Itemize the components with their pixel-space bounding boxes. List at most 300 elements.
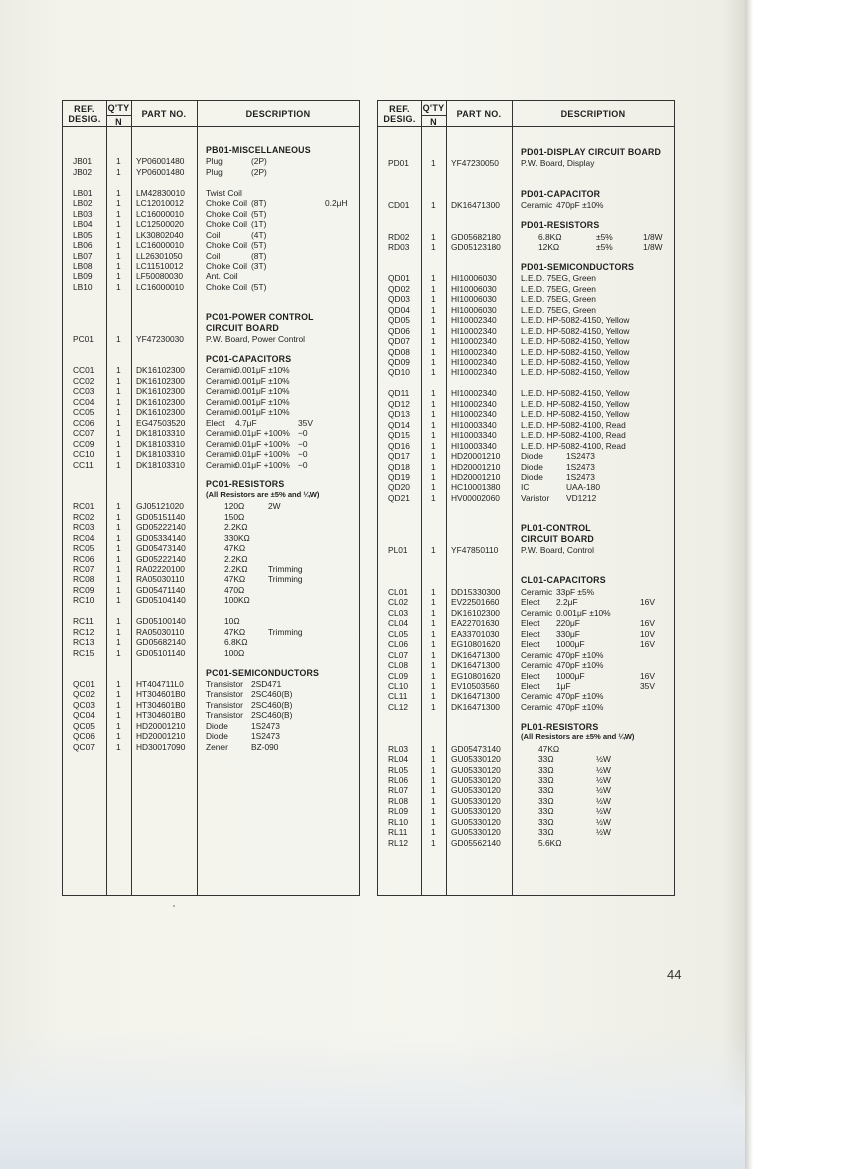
ref-desig-cell: QD06	[388, 325, 410, 336]
ref-desig-cell: QD18	[388, 461, 410, 472]
part-no-cell: LC12010012	[136, 198, 184, 209]
part-no-cell: YF47230050	[451, 158, 499, 169]
part-no-cell: DK16471300	[451, 200, 500, 211]
table-row	[63, 271, 359, 282]
description-cell-part: 100Ω	[224, 647, 245, 658]
ref-desig-cell: QD14	[388, 419, 410, 430]
table-row	[63, 522, 359, 533]
description-cell-part: 47KΩ	[224, 543, 246, 554]
description-cell-part: BZ-090	[251, 741, 279, 752]
table-row	[378, 702, 674, 713]
section-heading: PC01-RESISTORS	[206, 479, 285, 490]
table-row	[63, 700, 359, 711]
qty-cell: 1	[431, 325, 436, 336]
part-no-cell: GU05330120	[451, 764, 501, 775]
description-cell-part: 33Ω	[538, 827, 554, 838]
ref-desig-cell: RC09	[73, 584, 95, 595]
part-no-cell: GD05473140	[451, 743, 501, 754]
description-cell-part: 470pF ±10%	[556, 200, 604, 211]
description-cell-part: 0.001μF ±10%	[235, 365, 290, 376]
qty-cell: 1	[116, 637, 121, 648]
part-no-cell: DK16102300	[136, 365, 185, 376]
table-row	[63, 574, 359, 585]
qty-cell: 1	[431, 628, 436, 639]
description-cell-part: 5.6KΩ	[538, 837, 562, 848]
description-cell-part: 33Ω	[538, 795, 554, 806]
description-cell-part: 1μF	[556, 680, 571, 691]
table-row	[378, 451, 674, 462]
table-row	[63, 251, 359, 262]
qty-cell: 1	[116, 219, 121, 230]
section-heading: PD01-RESISTORS	[521, 220, 600, 231]
table-row	[63, 397, 359, 408]
description-cell-part: UAA-180	[566, 482, 600, 493]
description-cell-part: Ceramic	[206, 459, 238, 470]
part-no-cell: EV22501660	[451, 597, 500, 608]
description-cell-part: −0	[298, 449, 308, 460]
part-no-cell: HI10002340	[451, 315, 497, 326]
description-cell-part: L.E.D. HP-5082-4150, Yellow	[521, 325, 630, 336]
ref-desig-cell: QD19	[388, 471, 410, 482]
ref-desig-cell: QD15	[388, 430, 410, 441]
ref-desig-cell: CL02	[388, 597, 409, 608]
description-cell-part: Ceramic	[206, 449, 238, 460]
part-no-cell: DK18103310	[136, 428, 185, 439]
ref-desig-cell: CL11	[388, 691, 408, 702]
description-cell-part: Transistor	[206, 678, 243, 689]
description-header: DESCRIPTION	[245, 109, 311, 119]
description-cell-part: Diode	[521, 461, 543, 472]
part-no-cell: HT304601B0	[136, 689, 186, 700]
part-no-cell: HI10006030	[451, 283, 497, 294]
ref-desig-cell: RL07	[388, 785, 409, 796]
ref-desig-cell: QD04	[388, 304, 410, 315]
description-cell-part: L.E.D. HP-5082-4150, Yellow	[521, 315, 630, 326]
table-row	[63, 689, 359, 700]
ref-desig-cell: CL05	[388, 628, 409, 639]
table-row	[63, 198, 359, 209]
qty-cell: 1	[116, 584, 121, 595]
description-cell-part: 47KΩ	[538, 743, 560, 754]
part-no-cell: EA22701630	[451, 618, 500, 629]
part-no-cell: GU05330120	[451, 795, 501, 806]
part-no-cell: HI10006030	[451, 273, 497, 284]
part-no-cell: HD20001210	[136, 731, 186, 742]
ref-desig-cell: QC07	[73, 741, 95, 752]
qty-cell: 1	[431, 409, 436, 420]
ref-desig-cell: CL09	[388, 670, 409, 681]
ref-desig-cell: PD01	[388, 158, 409, 169]
description-cell-part: 0.01μF +100%	[235, 459, 290, 470]
description-cell-part: L.E.D. HP-5082-4150, Yellow	[521, 398, 630, 409]
part-no-cell: HT404711L0	[136, 678, 184, 689]
part-no-cell: GD05151140	[136, 511, 186, 522]
ref-desig-cell: QD08	[388, 346, 410, 357]
description-cell-part: 120Ω	[224, 501, 245, 512]
ref-desig-cell: CC07	[73, 428, 95, 439]
description-cell-part: 1S2473	[251, 720, 280, 731]
section-heading: PC01-CAPACITORS	[206, 354, 292, 364]
qty-cell: 1	[431, 419, 436, 430]
qty-cell: 1	[431, 701, 436, 712]
table-row	[378, 284, 674, 295]
ref-desig-cell: QD01	[388, 273, 410, 284]
ref-desig-cell: PC01	[73, 334, 94, 345]
ref-desig-cell: CD01	[388, 200, 410, 211]
description-cell-part: 1/8W	[643, 242, 663, 253]
part-no-cell: DK16471300	[451, 660, 500, 671]
table-row	[378, 420, 674, 431]
qty-cell: 1	[116, 449, 121, 460]
qty-cell: 1	[116, 229, 121, 240]
description-cell-part: 0.2μH	[325, 198, 348, 209]
table-row	[378, 326, 674, 337]
part-no-cell: HI10003340	[451, 430, 497, 441]
qty-cell: 1	[116, 365, 121, 376]
qty-cell: 1	[431, 357, 436, 367]
ref-desig-cell: RD02	[388, 231, 410, 242]
table-row	[378, 660, 674, 671]
part-no-header: PART NO.	[456, 109, 502, 119]
description-cell-part: 6.8KΩ	[538, 231, 562, 242]
description-cell-part: 12KΩ	[538, 242, 560, 253]
qty-cell: 1	[116, 689, 121, 700]
part-no-cell: GD05334140	[136, 532, 186, 543]
description-cell-part: (4T)	[251, 229, 267, 240]
description-cell-part: L.E.D. HP-5082-4100, Read	[521, 419, 626, 430]
qty-cell: 1	[431, 597, 436, 608]
qty-cell: 1	[116, 731, 121, 742]
ref-desig-cell: RC06	[73, 553, 95, 564]
part-no-cell: HC10001380	[451, 482, 501, 493]
ref-desig-cell: CC03	[73, 386, 95, 397]
part-no-cell: GD05101140	[136, 647, 186, 658]
qty-cell: 1	[116, 595, 121, 606]
description-cell-part: 2SC460(B)	[251, 710, 293, 721]
table-row	[63, 627, 359, 638]
table-row	[378, 629, 674, 640]
table-row	[378, 691, 674, 702]
description-cell-part: VD1212	[566, 492, 597, 503]
section-heading: PD01-DISPLAY CIRCUIT BOARD	[521, 147, 662, 157]
table-row	[63, 595, 359, 606]
part-no-cell: HI10002340	[451, 325, 497, 336]
description-cell-part: L.E.D. HP-5082-4100, Read	[521, 440, 626, 451]
description-cell-part: Varistor	[521, 492, 550, 503]
ref-desig-cell: QC06	[73, 731, 95, 742]
table-row	[378, 305, 674, 316]
description-cell-part: 0.01μF +100%	[235, 428, 290, 439]
description-cell-part: 2.2μF	[556, 597, 578, 608]
ref-desig-header	[63, 104, 106, 124]
description-cell-part: 33Ω	[538, 806, 554, 817]
description-cell-part: 470pF ±10%	[556, 701, 604, 712]
description-cell-part: L.E.D. 75EG, Green	[521, 273, 596, 284]
section-heading: PD01-SEMICONDUCTORS	[521, 261, 635, 272]
table-row	[63, 554, 359, 565]
description-cell-part: Ceramic	[521, 691, 553, 702]
description-cell-part: 470pF ±10%	[556, 660, 604, 671]
description-cell-part: 1S2473	[566, 451, 595, 462]
table-row	[63, 386, 359, 397]
ref-desig-cell: RC01	[73, 501, 95, 512]
part-no-cell: RA05030110	[136, 574, 185, 585]
ref-desig-cell: LB07	[73, 250, 93, 261]
description-cell-part: Ceramic	[521, 586, 553, 597]
qty-cell: 1	[116, 543, 121, 554]
table-row	[378, 775, 674, 786]
description-cell-part: Elect	[521, 670, 540, 681]
table-row	[378, 347, 674, 358]
part-no-cell: HD20001210	[451, 451, 501, 462]
description-cell-part: 2SD471	[251, 678, 282, 689]
ref-desig-cell: QD10	[388, 367, 410, 378]
ref-desig-cell: CC02	[73, 375, 95, 386]
description-cell-part: 33pF ±5%	[556, 586, 595, 597]
table-row	[63, 460, 359, 471]
description-cell-part: −0	[298, 438, 308, 449]
ref-desig-cell: LB02	[73, 198, 93, 209]
part-no-cell: LC16000010	[136, 281, 184, 292]
ref-desig-cell: QD05	[388, 315, 410, 326]
ref-desig-cell: LB04	[73, 219, 93, 230]
description-cell-part: Plug	[206, 156, 223, 167]
part-no-cell: HI10006030	[451, 304, 497, 315]
section-heading: PL01-CONTROL	[521, 523, 591, 534]
description-cell-part: 33Ω	[538, 785, 554, 796]
description-cell-part: Ceramic	[206, 396, 238, 407]
description-cell-part: ½W	[596, 795, 611, 806]
paper-edge-shadow	[745, 0, 753, 1169]
part-no-cell: DK16471300	[451, 701, 500, 712]
ref-desig-cell: LB10	[73, 281, 93, 292]
ref-desig-cell: RC10	[73, 595, 95, 606]
ref-header-line2: DESIG.	[383, 114, 416, 124]
ref-desig-header	[378, 104, 421, 124]
part-no-cell: DK16102300	[136, 386, 185, 397]
ref-desig-cell: QD21	[388, 492, 410, 503]
description-cell-part: 2.2KΩ	[224, 564, 248, 574]
qty-cell: 1	[431, 775, 436, 785]
description-cell-part: Ceramic	[206, 386, 238, 397]
qty-unit-header: N	[430, 117, 437, 127]
part-no-cell: DK16102300	[136, 407, 185, 418]
qty-cell: 1	[116, 741, 121, 752]
part-no-cell: DK16102300	[136, 396, 185, 407]
table-row	[378, 399, 674, 410]
description-cell-part: Choke Coil	[206, 260, 247, 271]
description-cell-part: Ceramic	[521, 200, 553, 211]
description-cell-part: 33Ω	[538, 775, 554, 785]
ref-desig-cell: CL03	[388, 607, 409, 618]
qty-cell: 1	[431, 743, 436, 754]
description-cell-part: Ant. Coil	[206, 271, 238, 282]
description-cell-part: −0	[298, 459, 308, 470]
table-row	[378, 618, 674, 629]
description-cell-part: Ceramic	[206, 365, 238, 376]
description-cell-part: 1000μF	[556, 639, 585, 650]
qty-cell: 1	[116, 271, 121, 282]
description-cell-part: 1000μF	[556, 670, 585, 681]
page-number: 44	[667, 967, 682, 982]
description-cell-part: Ceramic	[206, 438, 238, 449]
table-row	[378, 315, 674, 326]
qty-cell: 1	[116, 281, 121, 292]
ref-desig-cell: LB08	[73, 260, 93, 271]
qty-cell: 1	[431, 618, 436, 629]
part-no-cell: DK18103310	[136, 449, 185, 460]
description-cell-part: 0.001μF ±10%	[235, 407, 290, 418]
ref-desig-cell: RL08	[388, 795, 409, 806]
ref-desig-cell: RL10	[388, 816, 409, 827]
qty-cell: 1	[431, 336, 436, 347]
section-note: (All Resistors are ±5% and ¼W)	[206, 489, 320, 499]
description-cell-part: P.W. Board, Control	[521, 545, 594, 556]
table-row	[378, 441, 674, 452]
description-cell-part: ½W	[596, 754, 611, 765]
part-no-cell: HI10002340	[451, 367, 497, 378]
table-row	[378, 785, 674, 796]
part-no-cell: HI10002340	[451, 336, 497, 347]
description-cell-part: (8T)	[251, 198, 267, 209]
ref-desig-cell: LB03	[73, 208, 93, 219]
ref-desig-cell: RL06	[388, 775, 409, 785]
description-cell-part: L.E.D. 75EG, Green	[521, 294, 596, 305]
table-row	[378, 806, 674, 817]
table-row	[378, 482, 674, 493]
description-cell-part: 470pF ±10%	[556, 649, 604, 660]
part-no-cell: EG10801620	[451, 670, 501, 681]
description-cell-part: Trimming	[268, 626, 303, 637]
ref-desig-cell: CL12	[388, 701, 409, 712]
part-no-cell: GD05100140	[136, 616, 186, 627]
part-no-cell: LM42830010	[136, 187, 185, 198]
table-row	[63, 334, 359, 345]
table-row	[63, 533, 359, 544]
part-no-cell: LC16000010	[136, 208, 184, 219]
ref-desig-cell: QC02	[73, 689, 95, 700]
qty-cell: 1	[431, 242, 436, 253]
description-cell-part: (2P)	[251, 166, 267, 177]
ref-desig-cell: RL09	[388, 806, 409, 817]
description-cell-part: Ceramic	[521, 607, 553, 618]
description-cell-part: 0.001μF ±10%	[235, 386, 290, 397]
ref-desig-cell: JB01	[73, 156, 93, 167]
description-cell-part: 220μF	[556, 618, 580, 629]
table-row	[378, 838, 674, 849]
qty-cell: 1	[431, 670, 436, 681]
parts-table-left	[62, 100, 360, 896]
part-no-cell: HI10006030	[451, 294, 497, 305]
table-row	[378, 765, 674, 776]
qty-cell: 1	[431, 304, 436, 315]
qty-cell: 1	[116, 438, 121, 449]
qty-cell: 1	[116, 626, 121, 637]
part-no-cell: YF47850110	[451, 545, 499, 556]
table-row	[378, 430, 674, 441]
table-row	[378, 671, 674, 682]
table-row	[63, 637, 359, 648]
table-row	[63, 407, 359, 418]
qty-header: Q'TY	[107, 103, 130, 113]
table-row	[378, 754, 674, 765]
part-no-cell: HV00002060	[451, 492, 500, 503]
part-no-cell: HI10003340	[451, 440, 497, 451]
part-no-cell: HI10002340	[451, 398, 497, 409]
description-cell-part: 2W	[268, 501, 281, 512]
part-no-cell: HI10002340	[451, 409, 497, 420]
ref-desig-cell: LB09	[73, 271, 93, 282]
table-row	[378, 681, 674, 692]
table-row	[378, 158, 674, 169]
part-no-cell: LC11510012	[136, 260, 184, 271]
part-no-cell: GD05682180	[451, 231, 501, 242]
description-cell-part: Elect	[521, 618, 540, 629]
table-row	[378, 796, 674, 807]
description-cell-part: Elect	[206, 417, 225, 428]
description-cell-part: Choke Coil	[206, 208, 247, 219]
paper-speck	[173, 905, 175, 907]
part-no-header: PART NO.	[141, 109, 187, 119]
part-no-cell: DK18103310	[136, 459, 185, 470]
table-row	[63, 742, 359, 753]
ref-desig-cell: RC03	[73, 522, 95, 533]
qty-cell: 1	[116, 678, 121, 689]
table-row	[63, 282, 359, 293]
table-row	[63, 449, 359, 460]
description-cell-part: 47KΩ	[224, 626, 246, 637]
qty-cell: 1	[431, 806, 436, 817]
part-no-cell: HI10002340	[451, 388, 497, 399]
ref-desig-cell: RC08	[73, 574, 95, 585]
ref-desig-cell: CC06	[73, 417, 95, 428]
table-row	[63, 731, 359, 742]
description-cell-part: L.E.D. HP-5082-4150, Yellow	[521, 346, 630, 357]
table-row	[63, 616, 359, 627]
ref-desig-cell: RC07	[73, 564, 95, 574]
part-no-cell: HT304601B0	[136, 699, 186, 710]
table-row	[378, 367, 674, 378]
description-cell-part: P.W. Board, Display	[521, 158, 595, 169]
description-cell-part: 16V	[640, 670, 655, 681]
description-cell-part: ½W	[596, 785, 611, 796]
qty-cell: 1	[116, 511, 121, 522]
ref-desig-cell: CL10	[388, 680, 409, 691]
description-cell-part: (2P)	[251, 156, 267, 167]
qty-cell: 1	[431, 680, 436, 691]
qty-cell: 1	[116, 616, 121, 627]
table-row	[378, 650, 674, 661]
qty-cell: 1	[116, 156, 121, 167]
section-heading: CIRCUIT BOARD	[521, 533, 594, 544]
table-row	[378, 357, 674, 368]
qty-cell: 1	[116, 710, 121, 721]
part-no-cell: GU05330120	[451, 827, 501, 838]
description-cell-part: 0.001μF ±10%	[235, 396, 290, 407]
table-row	[378, 242, 674, 253]
section-heading: CL01-CAPACITORS	[521, 575, 606, 586]
description-cell-part: Transistor	[206, 710, 243, 721]
qty-cell: 1	[116, 407, 121, 418]
qty-cell: 1	[116, 417, 121, 428]
ref-desig-cell: QC04	[73, 710, 95, 721]
description-cell-part: 470pF ±10%	[556, 691, 604, 702]
section-heading: PD01-CAPACITOR	[521, 188, 601, 199]
ref-desig-cell: LB01	[73, 187, 93, 198]
part-no-cell: GU05330120	[451, 754, 501, 765]
qty-cell: 1	[431, 398, 436, 409]
part-no-cell: LL26301050	[136, 250, 183, 261]
